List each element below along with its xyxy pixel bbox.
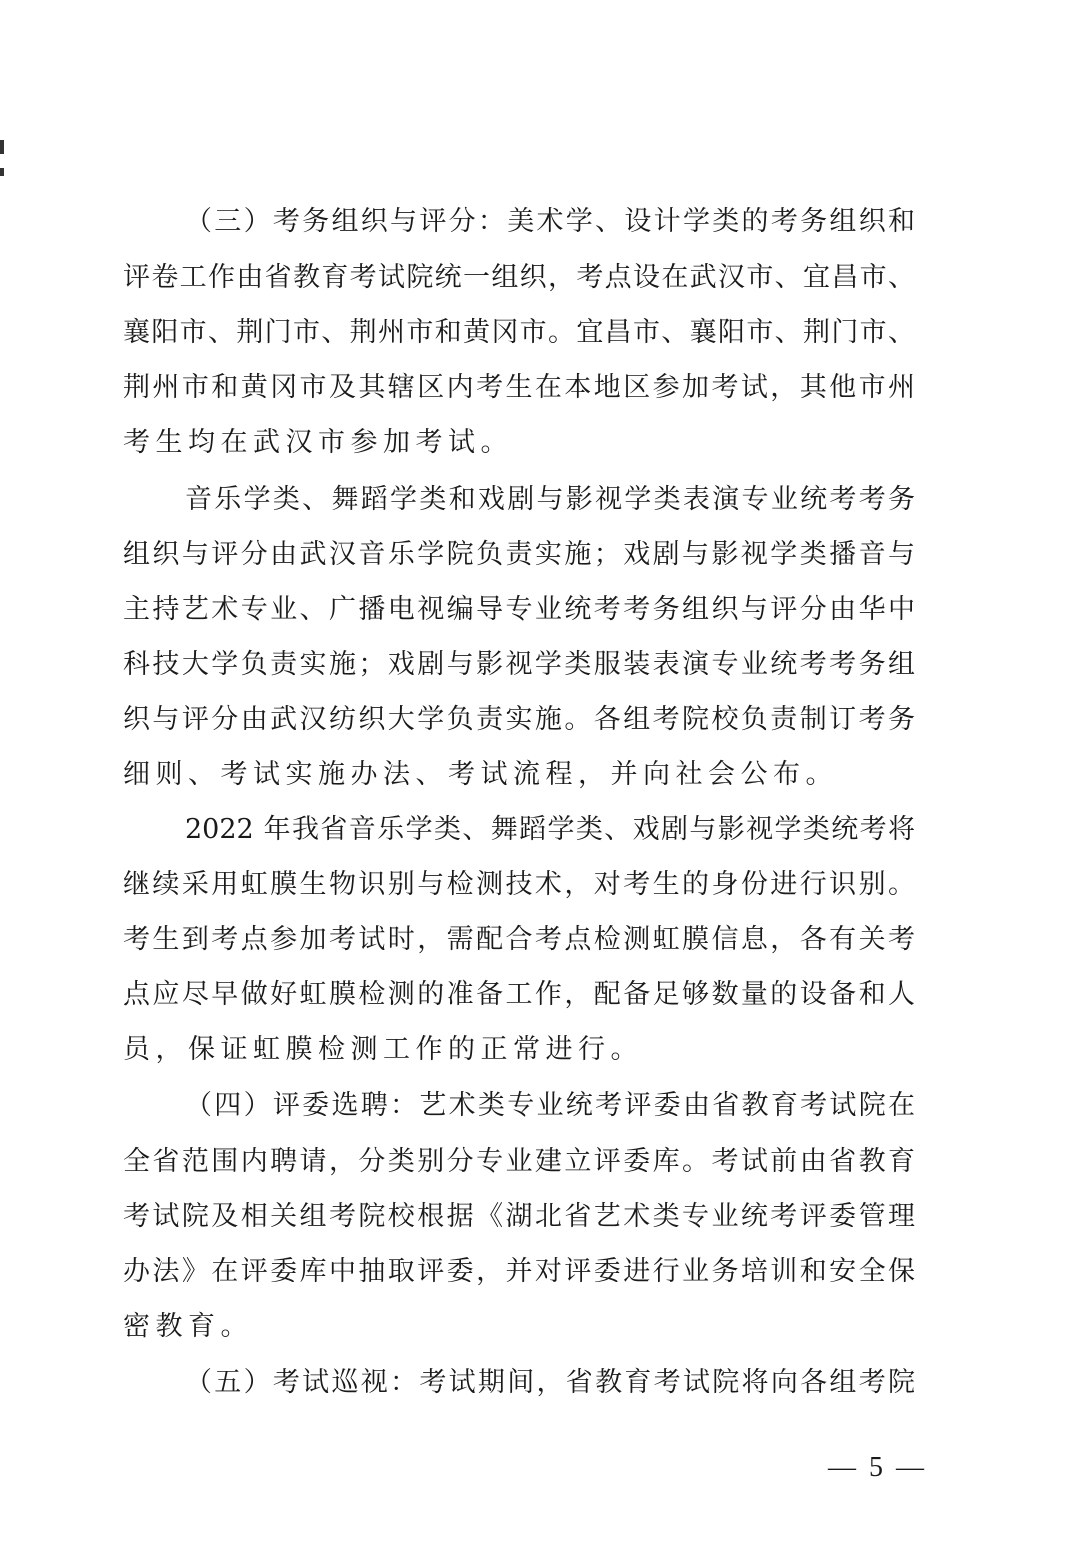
text-line: 考试院及相关组考院校根据《湖北省艺术类专业统考评委管理 — [123, 1201, 915, 1232]
text-line: 密教育。 — [123, 1311, 253, 1342]
text-line: 荆州市和黄冈市及其辖区内考生在本地区参加考试，其他市州 — [123, 372, 915, 403]
text-line: 点应尽早做好虹膜检测的准备工作，配备足够数量的设备和人 — [123, 979, 915, 1010]
binding-mark — [0, 168, 4, 176]
text-line: 音乐学类、舞蹈学类和戏剧与影视学类表演专业统考考务 — [185, 484, 915, 515]
text-line: 科技大学负责实施；戏剧与影视学类服装表演专业统考考务组 — [123, 649, 915, 680]
text-line: 继续采用虹膜生物识别与检测技术，对考生的身份进行识别。 — [123, 869, 915, 900]
text-line: （五）考试巡视：考试期间，省教育考试院将向各组考院 — [185, 1367, 915, 1398]
text-line: 组织与评分由武汉音乐学院负责实施；戏剧与影视学类播音与 — [123, 539, 915, 570]
text-line: 员，保证虹膜检测工作的正常进行。 — [123, 1034, 643, 1065]
page-number: — 5 — — [828, 1452, 924, 1483]
text-line: （四）评委选聘：艺术类专业统考评委由省教育考试院在 — [185, 1090, 915, 1121]
text-line: 襄阳市、荆门市、荆州市和黄冈市。宜昌市、襄阳市、荆门市、 — [123, 317, 915, 348]
binding-mark — [0, 140, 4, 154]
text-line: 织与评分由武汉纺织大学负责实施。各组考院校负责制订考务 — [123, 704, 915, 735]
text-line: 考生到考点参加考试时，需配合考点检测虹膜信息，各有关考 — [123, 924, 915, 955]
text-line: 主持艺术专业、广播电视编导专业统考考务组织与评分由华中 — [123, 594, 915, 625]
text-line: 考生均在武汉市参加考试。 — [123, 427, 513, 458]
text-line: 2022 年我省音乐学类、舞蹈学类、戏剧与影视学类统考将 — [185, 814, 915, 845]
text-line: （三）考务组织与评分：美术学、设计学类的考务组织和 — [185, 206, 915, 237]
text-line: 办法》在评委库中抽取评委，并对评委进行业务培训和安全保 — [123, 1256, 915, 1287]
text-line: 细则、考试实施办法、考试流程，并向社会公布。 — [123, 759, 838, 790]
text-line: 评卷工作由省教育考试院统一组织，考点设在武汉市、宜昌市、 — [123, 262, 915, 293]
text-line: 全省范围内聘请，分类别分专业建立评委库。考试前由省教育 — [123, 1146, 915, 1177]
